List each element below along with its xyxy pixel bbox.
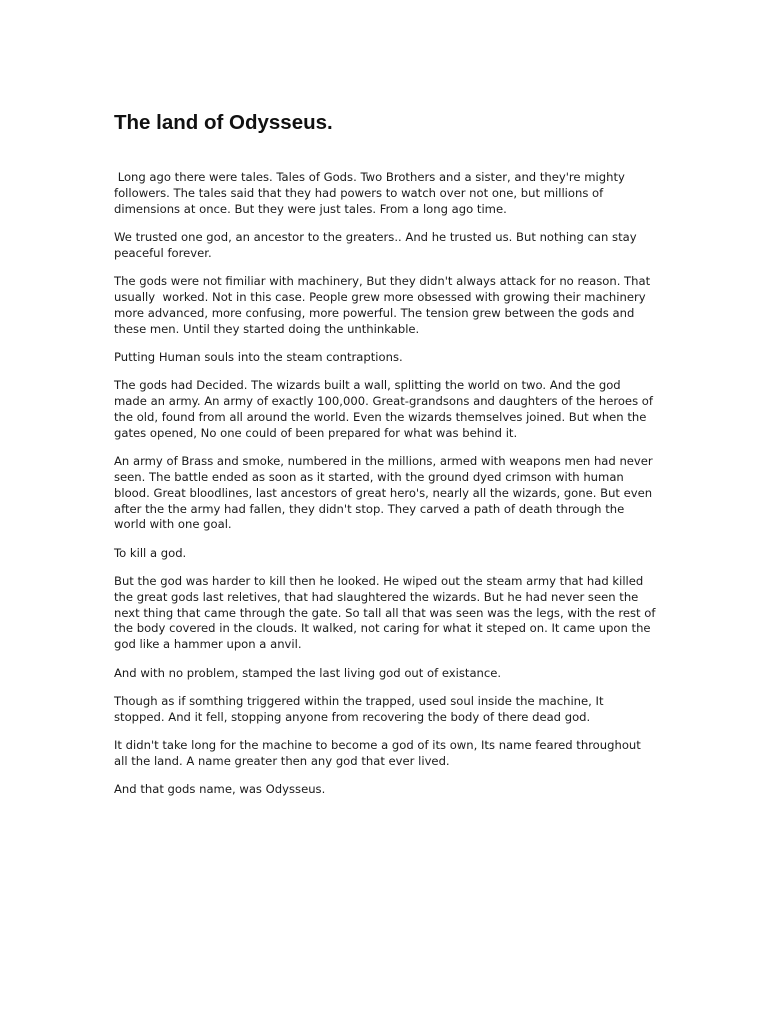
paragraph-8: But the god was harder to kill then he looked. He wiped out the steam army that had killed the great gods last reletives, that had slaughtered the wizards. But he had never seen the next thing that came through the gate. So tall all that was seen was the legs, with the rest of the body covered in the clouds. It walked, not caring for what it steped on. It came upon the god like a hammer upon a anvil.	[114, 574, 660, 652]
paragraph-3: The gods were not fimiliar with machinery, But they didn't always attack for no reason. That usually worked. Not in this case. People grew more obsessed with growing their machinery more advanced, more confusing, more powerful. The tension grew between the gods and these men. Until they started doing the unthinkable.	[114, 274, 654, 336]
paragraph-10: Though as if somthing triggered within the trapped, used soul inside the machine, It stopped. And it fell, stopping anyone from recovering the body of there dead god.	[114, 694, 608, 724]
document-page	[114, 110, 660, 811]
paragraph-11: It didn't take long for the machine to become a god of its own, Its name feared throughout all the land. A name greater then any god that ever lived.	[114, 738, 645, 769]
paragraph-4: Putting Human souls into the steam contraptions.	[114, 349, 403, 364]
document-title: The land of Odysseus.	[114, 111, 333, 134]
paragraph-5: The gods had Decided. The wizards built a wall, splitting the world on two. And the god made an army. An army of exactly 100,000. Great-grandsons and daughters of the heroes of the old, found from all around the world. Even the wizards themselves joined. But when the gates opened, No one could of been prepared for what was behind it.	[114, 378, 657, 440]
paragraph-9: And with no problem, stamped the last living god out of existance.	[114, 665, 502, 680]
paragraph-7: To kill a god.	[114, 545, 187, 560]
paragraph-1: Long ago there were tales. Tales of Gods. Two Brothers and a sister, and they're mighty followers. The tales said that they had powers to watch over not one, but millions of dimensions at once. But they were just tales. From a long ago time.	[114, 170, 629, 216]
paragraph-12: And that gods name, was Odysseus.	[114, 782, 326, 797]
paragraph-2: We trusted one god, an ancestor to the greaters.. And he trusted us. But nothing can stay peaceful forever.	[114, 229, 641, 260]
paragraph-6: An army of Brass and smoke, numbered in the millions, armed with weapons men had never seen. The battle ended as soon as it started, with the ground dyed crimson with human blood. Great bloodlines, last ancestors of great hero's, nearly all the wizards, gone. But even after the the army had fallen, they didn't stop. They carved a path of death through the world with one goal.	[114, 454, 657, 532]
